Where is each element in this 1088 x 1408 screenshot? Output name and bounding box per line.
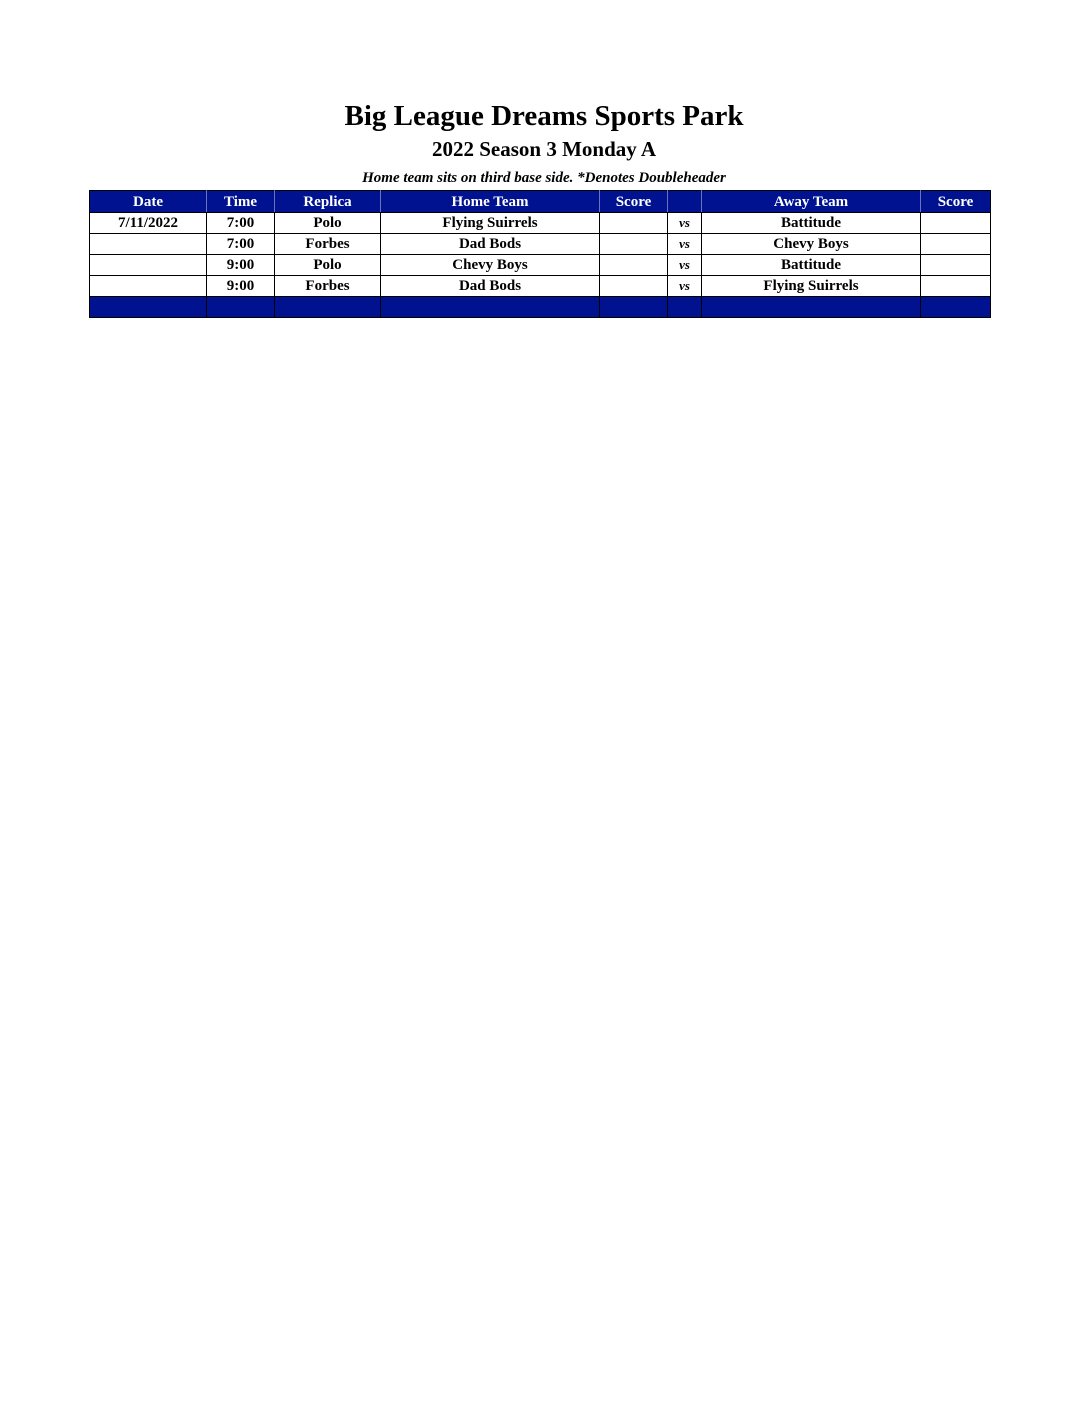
table-row [90,276,991,297]
away-team: Flying Suirrels [702,276,921,297]
home-score [600,234,668,255]
footer-cell [668,297,702,318]
footer-cell [600,297,668,318]
away-team: Battitude [702,255,921,276]
column-header-home-team: Home Team [381,191,600,213]
game-time: 9:00 [207,255,275,276]
column-header-vs [668,191,702,213]
game-date: 7/11/2022 [90,213,207,234]
column-header-away-team: Away Team [702,191,921,213]
away-score [921,276,991,297]
home-score [600,276,668,297]
column-header-date: Date [90,191,207,213]
versus-label: vs [668,213,702,234]
away-team: Chevy Boys [702,234,921,255]
away-score [921,255,991,276]
versus-label: vs [668,234,702,255]
game-time: 7:00 [207,213,275,234]
page-subtitle: 2022 Season 3 Monday A [431,137,657,161]
home-team: Dad Bods [381,234,600,255]
column-header-time: Time [207,191,275,213]
table-footer-row [90,297,991,318]
table-row [90,213,991,234]
game-field: Forbes [275,276,381,297]
away-score [921,234,991,255]
home-team: Dad Bods [381,276,600,297]
game-time: 7:00 [207,234,275,255]
game-date [90,276,207,297]
footer-cell [90,297,207,318]
home-score [600,255,668,276]
game-date [90,234,207,255]
versus-label: vs [668,255,702,276]
footer-cell [381,297,600,318]
game-field: Polo [275,255,381,276]
footer-cell [921,297,991,318]
table-header-row [90,191,991,213]
footer-cell [702,297,921,318]
schedule-table [89,190,991,318]
game-field: Polo [275,213,381,234]
away-team: Battitude [702,213,921,234]
versus-label: vs [668,276,702,297]
column-header-replica: Replica [275,191,381,213]
table-row [90,255,991,276]
column-header-away-score: Score [921,191,991,213]
home-score [600,213,668,234]
home-team: Flying Suirrels [381,213,600,234]
game-time: 9:00 [207,276,275,297]
home-team: Chevy Boys [381,255,600,276]
game-field: Forbes [275,234,381,255]
game-date [90,255,207,276]
footer-cell [275,297,381,318]
footer-cell [207,297,275,318]
table-row [90,234,991,255]
away-score [921,213,991,234]
column-header-home-score: Score [600,191,668,213]
page-title: Big League Dreams Sports Park [344,100,744,132]
doubleheader-note: Home team sits on third base side. *Denotes Doubleheader [362,170,726,186]
